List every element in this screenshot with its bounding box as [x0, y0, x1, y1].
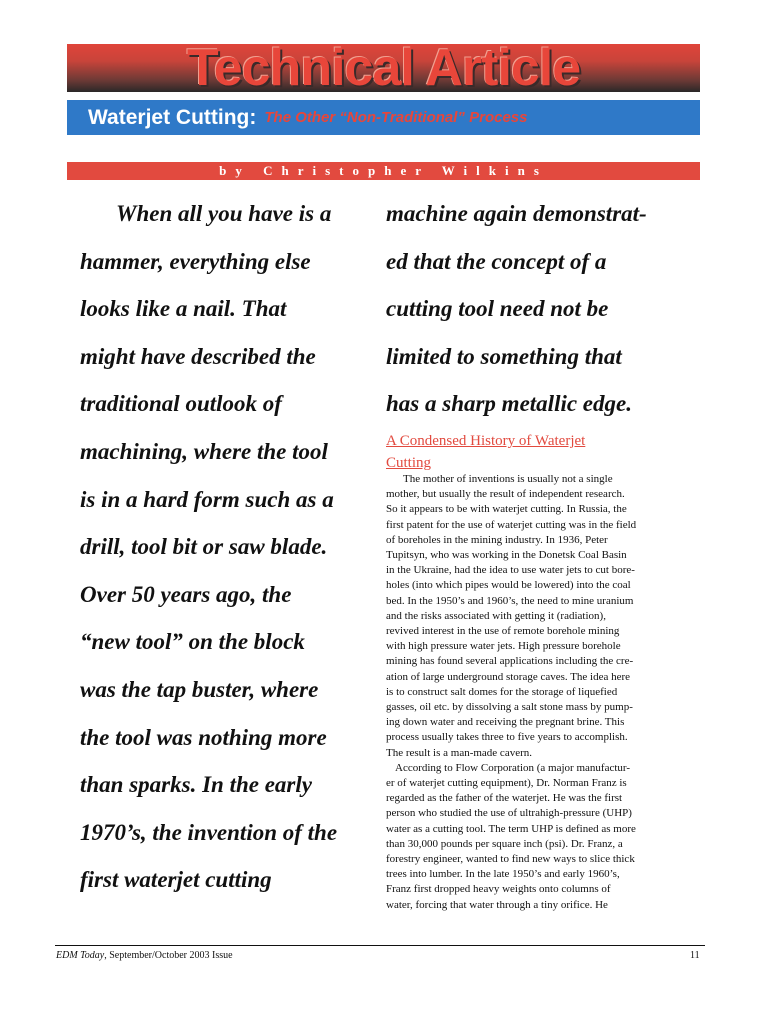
- byline: by Christopher Wilkins: [67, 162, 700, 180]
- page-number: 11: [690, 950, 700, 961]
- body-line: bed. In the 1950’s and 1960’s, the need to mine uranium: [386, 594, 634, 607]
- article-title: Waterjet Cutting:: [88, 105, 257, 129]
- article-subtitle: The Other “Non-Traditional” Process: [264, 109, 528, 126]
- pull-quote-line: When all you have is a: [116, 201, 332, 226]
- issue-label: , September/October 2003 Issue: [104, 950, 233, 961]
- pull-quote-line: traditional outlook of: [80, 391, 282, 417]
- pull-quote-line: ed that the concept of a: [386, 248, 607, 274]
- section-heading-line: A Condensed History of Waterjet: [386, 433, 586, 449]
- pull-quote-line: machine again demonstrat-: [386, 201, 647, 226]
- pull-quote-line: machining, where the tool: [80, 438, 328, 464]
- body-line: water, forcing that water through a tiny orifice. He: [386, 898, 608, 911]
- body-line: er of waterjet cutting equipment), Dr. Norman Franz is: [386, 777, 627, 790]
- pull-quote-line: looks like a nail. That: [80, 296, 287, 322]
- body-line: regarded as the father of the waterjet. He was the first: [386, 792, 623, 805]
- pull-quote-line: drill, tool bit or saw blade.: [80, 534, 328, 560]
- pull-quote-line: is in a hard form such as a: [80, 486, 334, 512]
- body-line: mother, but usually the result of independent research.: [386, 488, 625, 501]
- pull-quote-line: Over 50 years ago, the: [80, 581, 292, 607]
- pull-quote-left: [80, 190, 370, 904]
- pull-quote-line: “new tool” on the block: [80, 629, 305, 655]
- publication-name: EDM Today: [56, 950, 105, 961]
- body-line: holes (into which pipes would be lowered) into the coal: [386, 579, 631, 592]
- footer-rule: [55, 945, 705, 946]
- body-line: with high pressure water jets. High pressure borehole: [386, 640, 621, 653]
- body-line: of boreholes in the mining industry. In 1936, Peter: [386, 533, 608, 546]
- body-line: is to construct salt domes for the storage of liquefied: [386, 685, 618, 698]
- pull-quote-line: the tool was nothing more: [80, 724, 327, 750]
- body-line: The mother of inventions is usually not a single: [403, 473, 613, 485]
- banner: [67, 44, 700, 92]
- body-line: trees into lumber. In the late 1950’s and early 1960’s,: [386, 868, 620, 881]
- pull-quote-line: cutting tool need not be: [386, 296, 609, 322]
- footer-publication: [56, 950, 233, 961]
- body-line: first patent for the use of waterjet cutting was in the field: [386, 518, 637, 531]
- pull-quote-right: [386, 190, 706, 428]
- body-line: water as a cutting tool. The term UHP is defined as more: [386, 822, 636, 835]
- body-line: Tupitsyn, who was working in the Donetsk Coal Basin: [386, 549, 627, 562]
- body-line: in the Ukraine, had the idea to use water jets to cut bore-: [386, 564, 635, 577]
- body-line: ing down water and receiving the pregnant brine. This: [386, 716, 625, 729]
- body-line: According to Flow Corporation (a major manufactur-: [395, 761, 630, 774]
- banner-title: Technical Article: [186, 44, 581, 92]
- body-line: revived interest in the use of remote borehole mining: [386, 625, 620, 638]
- body-line: and the risks associated with getting it (radiation),: [386, 609, 606, 622]
- body-line: process usually takes three to five years to accomplish.: [386, 731, 628, 744]
- pull-quote-line: first waterjet cutting: [80, 867, 272, 893]
- pull-quote-line: limited to something that: [386, 343, 622, 369]
- pull-quote-line: than sparks. In the early: [80, 772, 312, 798]
- body-line: mining has found several applications including the cre-: [386, 655, 634, 668]
- pull-quote-line: might have described the: [80, 343, 316, 369]
- pull-quote-line: hammer, everything else: [80, 248, 311, 274]
- body-line: than 30,000 pounds per square inch (psi). Dr. Franz, a: [386, 837, 623, 850]
- body-line: gasses, oil etc. by dissolving a salt stone mass by pump-: [386, 701, 633, 714]
- pull-quote-line: has a sharp metallic edge.: [386, 391, 632, 417]
- body-line: So it appears to be with waterjet cutting. In Russia, the: [386, 503, 627, 516]
- section-heading-line: Cutting: [386, 455, 432, 471]
- pull-quote-line: was the tap buster, where: [80, 676, 319, 702]
- body-line: The result is a man-made cavern.: [386, 746, 532, 759]
- article-body: [386, 472, 686, 913]
- body-line: forestry engineer, wanted to find new ways to slice thick: [386, 853, 635, 866]
- section-heading: [386, 430, 676, 474]
- body-line: person who studied the use of ultrahigh-pressure (UHP): [386, 807, 632, 820]
- pull-quote-line: 1970’s, the invention of the: [80, 819, 338, 845]
- body-line: Franz first dropped heavy weights onto columns of: [386, 883, 611, 896]
- body-line: ation of large underground storage caves. The idea here: [386, 670, 631, 683]
- subtitle-bar: [67, 100, 700, 135]
